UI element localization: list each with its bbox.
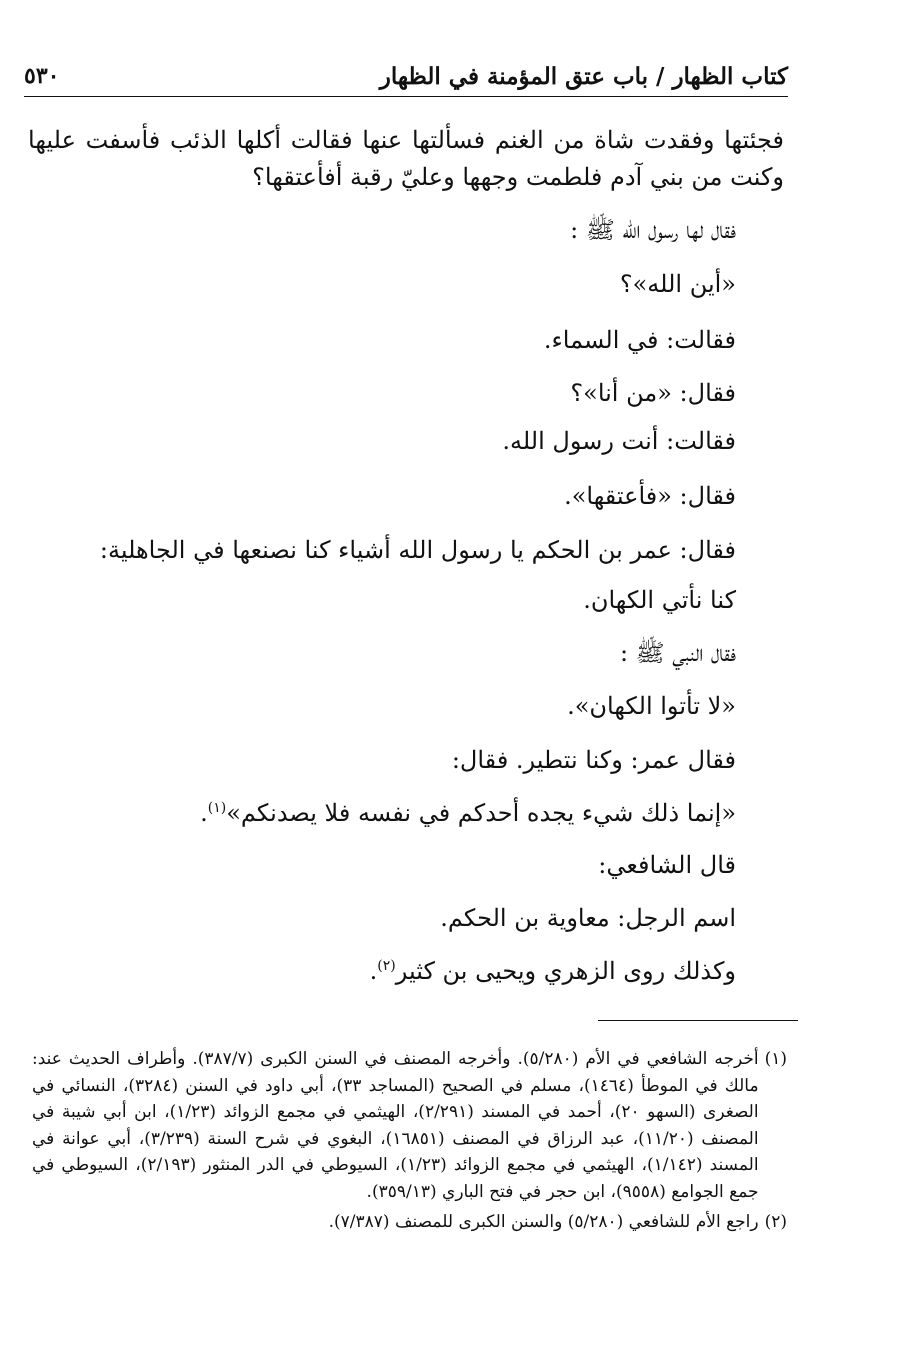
text-line: قال الشافعي: — [598, 851, 736, 879]
page-number: ٥٣٠ — [24, 63, 60, 89]
line-text: وكذلك روى الزهري ويحيى بن كثير — [395, 957, 736, 985]
text-line: «أين الله»؟ — [619, 270, 736, 298]
footnote-reference[interactable]: (٢) — [377, 958, 396, 974]
text-line: فقال النبي ﷺ : — [619, 639, 736, 667]
text-line-with-footnote-ref — [60, 956, 736, 986]
text-line: فقال: «من أنا»؟ — [570, 379, 736, 407]
text-line: فقالت: في السماء. — [543, 326, 736, 354]
footnote-reference[interactable]: (١) — [207, 800, 227, 816]
text-line: فقال: «فأعتقها». — [564, 482, 736, 510]
line-tail: . — [200, 799, 208, 827]
text-line: فقال: عمر بن الحكم يا رسول الله أشياء كنا نصنعها في الجاهلية: — [99, 536, 736, 564]
footnote-text: أخرجه الشافعي في الأم (٥/٢٨٠). وأخرجه المصنف في السنن الكبرى (٣٨٧/٧). وأطراف الحديث عند: مالك في الموطأ (١٤٦٤)، مسلم في الصحيح (المساجد ٣٣)، أبي داود في السنن (٣٢٨٤)، النسائي في الصغرى (السهو ٢٠)، أحمد في المسند (٢/٢٩١)، الهيثمي في مجمع الزوائد (١/٢٣)، ابن أبي شيبة في المصنف (١١/٢٠)، عبد الرزاق في المصنف (١٦٨٥١)، البغوي في شرح السنة (٣/٢٣٩)، أبي عوانة في المسند (١/١٤٢)، الهيثمي في مجمع الزوائد (١/٢٣)، السيوطي في الدر المنثور (٢/١٩٣)، السيوطي في جمع الجوامع (٩٥٥٨)، ابن حجر في فتح الباري (٣٥٩/١٣). — [32, 1049, 759, 1202]
page-header — [24, 56, 788, 97]
opening-paragraph: فجئتها وفقدت شاة من الغنم فسألتها عنها فقالت أكلها الذئب فأسفت عليها وكنت من بني آدم فلطمت وجهها وعليّ رقبة أفأعتقها؟ — [28, 126, 784, 191]
footnote-number: (١) — [764, 1049, 787, 1069]
text-line: كنا نأتي الكهان. — [583, 586, 736, 614]
footnote-item — [32, 1209, 787, 1236]
text-line-with-footnote-ref — [60, 798, 736, 828]
footnote-text: راجع الأم للشافعي (٥/٢٨٠) والسنن الكبرى للمصنف (٧/٣٨٧). — [328, 1212, 759, 1232]
footnote-number: (٢) — [764, 1212, 787, 1232]
line-tail: . — [369, 957, 378, 985]
text-line: فقالت: أنت رسول الله. — [502, 427, 736, 455]
text-line: اسم الرجل: معاوية بن الحكم. — [440, 904, 736, 932]
quote-text: «إنما ذلك شيء يجده أحدكم في نفسه فلا يصدنكم» — [226, 799, 736, 827]
text-line: فقال عمر: وكنا نتطير. فقال: — [451, 746, 736, 774]
footnote-item — [32, 1046, 787, 1205]
footnote-separator — [598, 1020, 798, 1021]
footnotes — [32, 1046, 787, 1240]
text-line: فقال لها رسول الله ﷺ : — [570, 216, 736, 244]
text-line: «لا تأتوا الكهان». — [567, 692, 736, 720]
running-title: كتاب الظهار / باب عتق المؤمنة في الظهار — [379, 62, 788, 90]
